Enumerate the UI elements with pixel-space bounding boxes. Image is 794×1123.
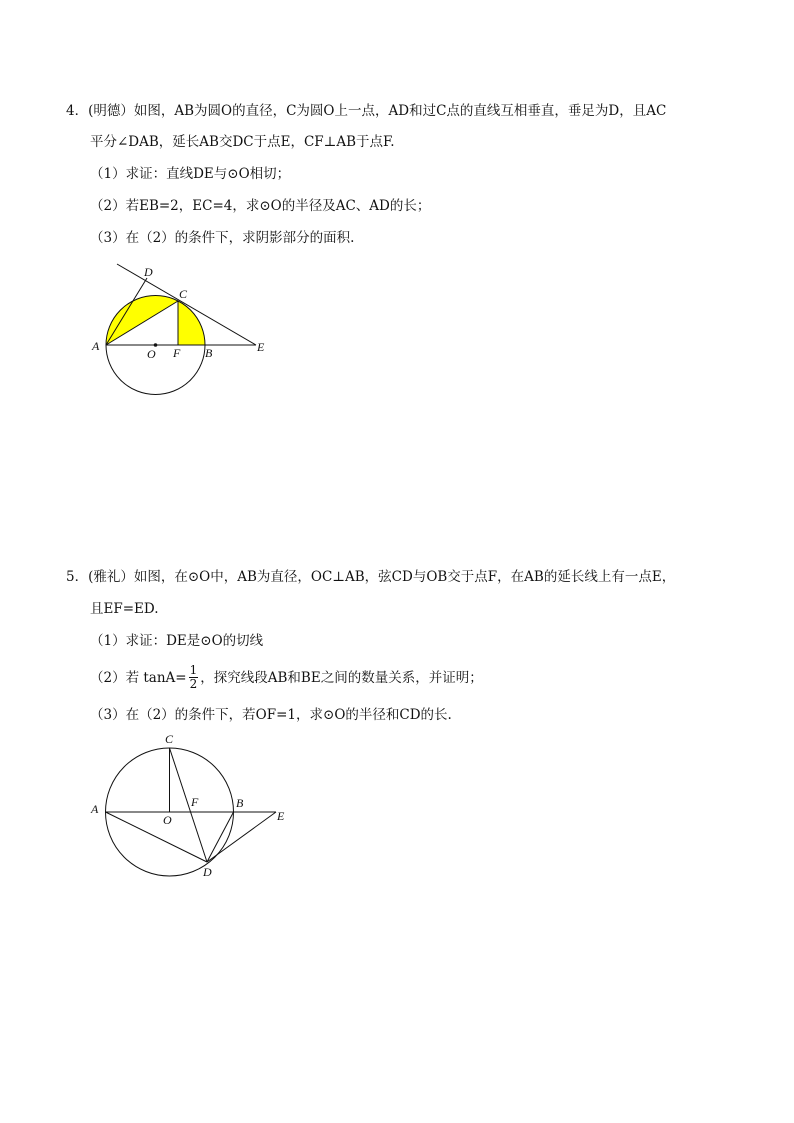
problem5-label-e: E (277, 809, 285, 823)
problem5-label-o: O (163, 813, 172, 827)
problem5-question-3: （3）在（2）的条件下，若OF=1，求⊙O的半径和CD的长. (90, 707, 452, 723)
problem4-label-b: B (205, 346, 213, 360)
problem5-question-2-suffix: ，探究线段AB和BE之间的数量关系，并证明； (200, 670, 483, 686)
problem5-chord-cd (170, 748, 208, 862)
problem5-figure (85, 728, 300, 883)
problem4-label-o: O (147, 347, 156, 361)
problem5-label-c: C (165, 732, 174, 746)
problem5-question-1: （1）求证：DE是⊙O的切线 (90, 633, 264, 649)
problem5-label-a: A (91, 802, 99, 816)
fraction-numerator: 1 (189, 663, 198, 677)
problem4-label-a: A (92, 339, 100, 353)
problem4-label-d: D (144, 265, 153, 279)
problem4-line-2: 平分∠DAB，延长AB交DC于点E，CF⊥AB于点F. (90, 134, 395, 150)
problem5-question-2 (90, 665, 483, 692)
problem5-label-f: F (191, 795, 199, 809)
problem5-label-b: B (236, 796, 244, 810)
problem4-figure (80, 255, 290, 405)
problem5-segment-ad (106, 812, 208, 862)
problem4-question-3: （3）在（2）的条件下，求阴影部分的面积. (90, 230, 355, 246)
problem4-shaded-region-ac (106, 296, 178, 345)
problem5-tan-fraction (189, 664, 199, 691)
problem5-line-2: 且EF=ED. (90, 601, 159, 617)
problem4-question-2: （2）若EB=2，EC=4，求⊙O的半径及AC、AD的长； (90, 198, 431, 214)
problem5-segment-de (207, 812, 276, 862)
problem5-line-1: 5．(雅礼）如图，在⊙O中，AB为直径，OC⊥AB，弦CD与OB交于点F，在AB的延长线上有一点E， (66, 569, 676, 585)
problem5-question-2-prefix: （2）若 tanA= (90, 670, 187, 686)
problem4-label-f: F (173, 346, 181, 360)
problem4-label-e: E (257, 340, 265, 354)
fraction-denominator: 2 (189, 677, 198, 691)
problem5-label-d: D (203, 865, 212, 879)
problem5-segment-bd (207, 812, 234, 862)
problem4-line-1: 4．(明德）如图，AB为圆O的直径，C为圆O上一点，AD和过C点的直线互相垂直，垂足为D，且AC (66, 103, 667, 119)
problem4-label-c: C (179, 287, 188, 301)
problem4-question-1: （1）求证：直线DE与⊙O相切； (90, 166, 291, 182)
